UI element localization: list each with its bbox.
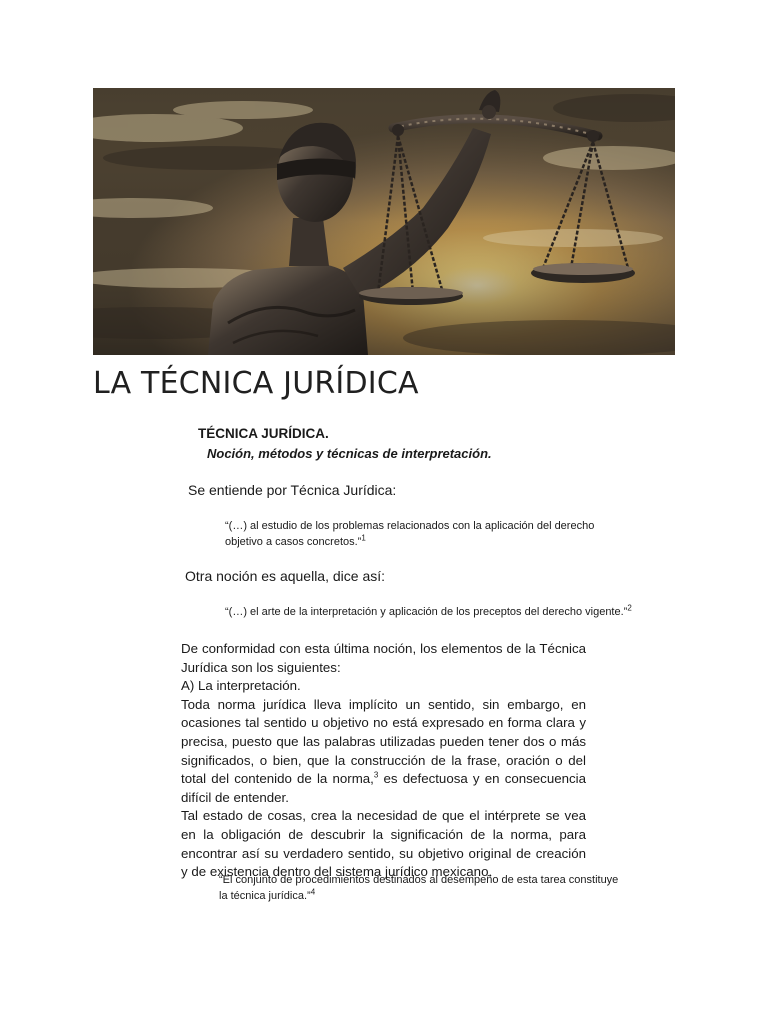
body-paragraph-1: De conformidad con esta última noción, los elementos de la Técnica Jurídica son los siguientes:: [181, 641, 586, 675]
quote-1: [225, 518, 594, 550]
intro-paragraph-1: Se entiende por Técnica Jurídica:: [188, 482, 397, 498]
quote-3-line-1: “El conjunto de procedimientos destinados al desempeño de esta tarea constituye: [219, 874, 619, 886]
section-heading: TÉCNICA JURÍDICA.: [198, 426, 329, 441]
body-paragraph-2: Toda norma jurídica lleva implícito un sentido, sin embargo, en ocasiones tal sentido u objetivo no está expresado en forma clara y precisa, puesto que las palabras utilizadas pueden tener dos o más significados, o bien, que la construcción de la frase, oración o del total del contenido de la norma,$^3$ es defectuosa y en consecuencia difícil de entender.: [181, 696, 587, 805]
quote-1-line-2: objetivo a casos concretos.”$^1$: [225, 533, 366, 548]
quote-3: [219, 872, 618, 904]
footnote-ref-4: 4: [310, 887, 316, 897]
list-item-a: A) La interpretación.: [181, 678, 301, 694]
intro-paragraph-2: Otra noción es aquella, dice así:: [185, 568, 386, 584]
quote-3-line-2: la técnica jurídica.”$^4$: [219, 887, 316, 902]
body-paragraph-3: Tal estado de cosas, crea la necesidad de que el intérprete se vea en la obligación de descubrir la significación de la norma, para encontrar así su verdadero sentido, su objetivo original de creación y de existencia dentro del sistema jurídico mexicano.: [181, 808, 586, 880]
footnote-ref-2: 2: [627, 603, 632, 613]
quote-2: “(…) el arte de la interpretación y aplicación de los preceptos del derecho vigente.”$^2$: [225, 603, 632, 618]
footnote-ref-1: 1: [361, 533, 366, 543]
lady-justice-illustration: [93, 88, 675, 355]
body-text: [181, 640, 586, 882]
hero-image: [93, 88, 675, 355]
quote-1-line-1: “(…) al estudio de los problemas relacionados con la aplicación del derecho: [225, 520, 595, 532]
footnote-ref-3: 3: [373, 770, 379, 780]
page-title: LA TÉCNICA JURÍDICA: [93, 366, 419, 401]
section-subheading: Noción, métodos y técnicas de interpretación.: [207, 446, 492, 461]
